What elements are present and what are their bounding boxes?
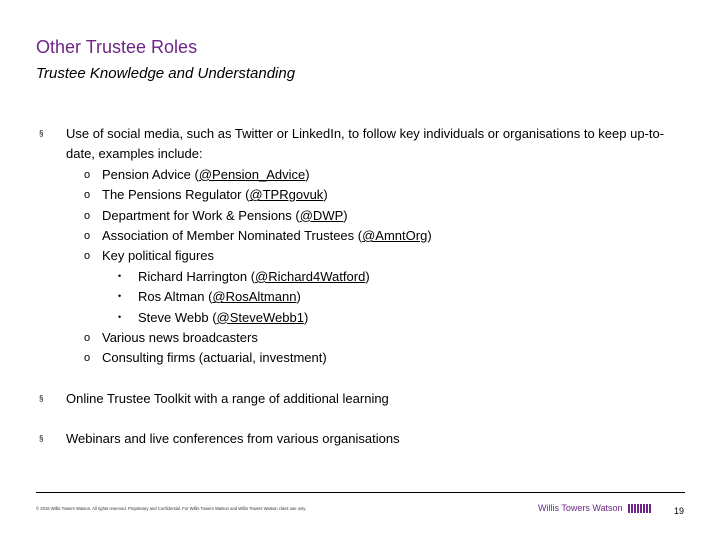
list-item-amnt <box>36 226 686 246</box>
list-item-text: Pension Advice ( <box>102 166 199 182</box>
list-item-suffix: ) <box>296 289 301 305</box>
list-item-text: Ros Altman ( <box>138 289 213 305</box>
list-item-text: Key political figures <box>102 248 214 264</box>
page-number: 19 <box>674 506 685 516</box>
list-item-political-figures <box>36 246 686 266</box>
list-item-altmann <box>36 287 686 307</box>
list-item-harrington <box>36 267 686 287</box>
bullet-webinars <box>36 429 686 449</box>
footer-divider <box>36 492 685 493</box>
square-bullet-icon: § <box>39 393 44 403</box>
list-item-suffix: ) <box>365 268 370 284</box>
bullet-social-media <box>36 124 686 165</box>
list-item-webb <box>36 308 686 328</box>
list-item-suffix: ) <box>343 207 348 223</box>
circle-bullet-icon: o <box>84 168 91 181</box>
bullet-toolkit <box>36 389 686 409</box>
list-item-text: The Pensions Regulator ( <box>102 187 250 203</box>
circle-bullet-icon: o <box>84 230 91 243</box>
list-item-news-broadcasters <box>36 328 686 348</box>
list-item-pension-advice <box>36 165 686 185</box>
list-item-text: Richard Harrington ( <box>138 268 256 284</box>
link-altmann[interactable]: @RosAltmann <box>212 289 297 305</box>
slide-title: Other Trustee Roles <box>36 37 198 57</box>
link-tpr[interactable]: @TPRgovuk <box>249 187 324 203</box>
link-pension-advice[interactable]: @Pension_Advice <box>198 166 306 182</box>
circle-bullet-icon: o <box>84 332 91 345</box>
list-item-dwp <box>36 206 686 226</box>
list-item-suffix: ) <box>303 309 309 325</box>
list-item-text: Steve Webb ( <box>138 309 217 325</box>
list-item-suffix: ) <box>323 187 328 203</box>
circle-bullet-icon: o <box>84 209 91 222</box>
dot-bullet-icon: • <box>118 311 122 322</box>
circle-bullet-icon: o <box>84 189 91 202</box>
link-dwp[interactable]: @DWP <box>299 207 344 223</box>
spacer <box>36 369 686 389</box>
bullet-text: Online Trustee Toolkit with a range of additional learning <box>66 390 389 406</box>
link-amnt[interactable]: @AmntOrg <box>362 228 428 244</box>
dot-bullet-icon: • <box>118 291 122 302</box>
list-item-suffix: ) <box>305 166 310 182</box>
square-bullet-icon: § <box>39 434 44 444</box>
footer-copyright: © 2016 Willis Towers Watson. All rights reserved. Proprietary and Confidential. For Willis Towers Watson and Willis Towers Watson client use only. <box>36 506 307 511</box>
spacer <box>36 409 686 429</box>
bullet-text: Webinars and live conferences from various organisations <box>66 431 400 447</box>
logo-bars-icon <box>628 504 651 513</box>
link-webb[interactable]: @SteveWebb1 <box>216 309 304 325</box>
bullet-text: Use of social media, such as Twitter or LinkedIn, to follow key individuals or organisations to keep up-to-date, examples include: <box>66 126 665 162</box>
dot-bullet-icon: • <box>118 270 122 281</box>
list-item-text: Consulting firms (actuarial, investment) <box>102 350 327 366</box>
list-item-text: Department for Work & Pensions ( <box>102 207 300 223</box>
brand-logo: Willis Towers Watson <box>538 503 623 513</box>
circle-bullet-icon: o <box>84 250 91 263</box>
bullet-list <box>36 124 686 450</box>
list-item-suffix: ) <box>427 228 432 244</box>
circle-bullet-icon: o <box>84 352 91 365</box>
slide-subtitle: Trustee Knowledge and Understanding <box>36 65 296 82</box>
square-bullet-icon: § <box>39 129 44 138</box>
list-item-pensions-regulator <box>36 185 686 205</box>
list-item-consulting-firms <box>36 348 686 368</box>
link-harrington[interactable]: @Richard4Watford <box>255 268 366 284</box>
list-item-text: Various news broadcasters <box>102 330 258 346</box>
list-item-text: Association of Member Nominated Trustees ( <box>102 228 363 244</box>
